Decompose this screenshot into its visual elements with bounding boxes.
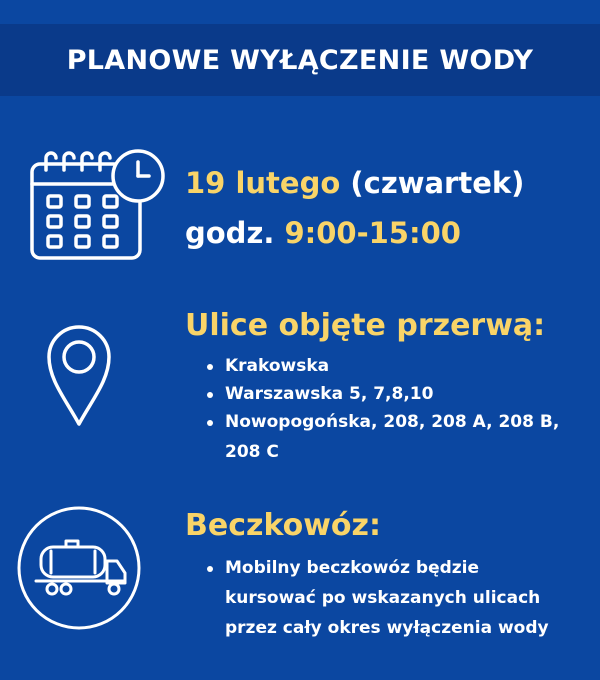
weekday-text: (czwartek) — [350, 166, 525, 200]
location-pin-icon — [44, 320, 114, 430]
date-line — [185, 158, 524, 208]
schedule-block — [185, 158, 524, 258]
list-item: Nowopogońska, 208, 208 A, 208 B, — [205, 408, 559, 436]
date-text: 19 lutego — [185, 166, 341, 200]
streets-list — [205, 352, 559, 436]
water-truck-line-3: przez cały okres wyłączenia wody — [225, 618, 549, 638]
streets-item-continuation: 208 C — [225, 442, 279, 462]
time-line — [185, 208, 524, 258]
list-item: Warszawska 5, 7,8,10 — [205, 380, 559, 408]
time-prefix: godz. — [185, 216, 275, 250]
header-banner — [0, 24, 600, 96]
water-truck-list — [205, 554, 479, 582]
list-item: Krakowska — [205, 352, 559, 380]
water-truck-line-2: kursować po wskazanych ulicach — [225, 588, 541, 608]
water-truck-heading: Beczkowóz: — [185, 508, 381, 543]
calendar-clock-icon — [28, 148, 168, 263]
water-tanker-truck-icon — [16, 505, 142, 631]
time-range: 9:00-15:00 — [284, 216, 461, 250]
streets-heading: Ulice objęte przerwą: — [185, 308, 546, 343]
list-item: Mobilny beczkowóz będzie — [205, 554, 479, 582]
page-title: PLANOWE WYŁĄCZENIE WODY — [66, 44, 534, 76]
